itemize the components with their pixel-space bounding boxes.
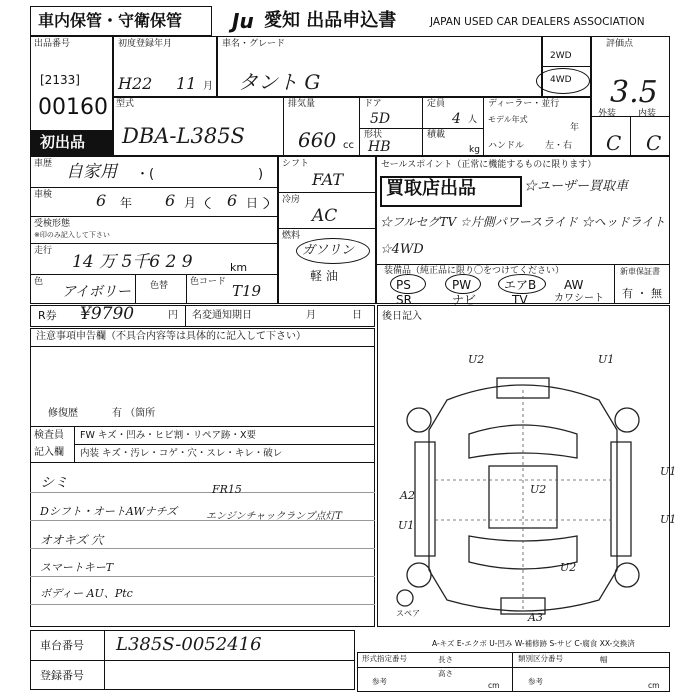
- load-label: 積載: [427, 130, 446, 140]
- spec-right-row1: 類別区分番号: [518, 654, 563, 663]
- damage-mark-2: U1: [598, 353, 615, 366]
- remark-5: ボディー AU、Ptc: [40, 587, 133, 600]
- recycle-unit: 円: [168, 310, 178, 321]
- damage-mark-8: U2: [530, 483, 547, 496]
- plate-label: 登録番号: [40, 669, 84, 682]
- dealer-label: ディーラー・並行: [488, 99, 560, 109]
- inspection-month: 6: [165, 191, 176, 210]
- hood: [497, 378, 549, 398]
- door-value: 5D: [370, 111, 391, 127]
- damage-mark-5: A2: [400, 489, 415, 502]
- inspector-row1: FW キズ・凹み・ヒビ割・リペア跡・X要: [80, 430, 257, 441]
- form-title: 愛知 出品申込書: [264, 10, 397, 31]
- inspector-row2: 内装 キズ・汚レ・コゲ・穴・スレ・キレ・破レ: [80, 448, 283, 459]
- damage-legend: A-キズ E-エクボ U-凹み W-補修跡 S-サビ C-腐食 XX-交換済: [432, 639, 635, 648]
- remark-1: シミ: [40, 475, 68, 491]
- spec-unit-1: cm: [488, 681, 500, 690]
- wheel-front-left: [407, 408, 431, 432]
- notice-date-label: 名変通知期日: [192, 310, 252, 321]
- car-name: タント G: [238, 70, 321, 94]
- exterior-label: 外装: [598, 109, 617, 119]
- equipment-sr: SR: [396, 293, 412, 307]
- model-year-unit: 年: [570, 123, 580, 133]
- lot-number: 00160: [38, 95, 108, 120]
- capacity-value: 4: [452, 111, 461, 127]
- displacement-label: 排気量: [288, 99, 316, 109]
- spec-left-row1: 形式指定番号: [362, 654, 407, 663]
- fuel-label: 燃料: [282, 231, 301, 241]
- handle-label: ハンドル: [488, 141, 525, 151]
- spare-tire: [397, 590, 413, 606]
- model-label: 型式: [116, 99, 135, 109]
- evaluation-score: 3.5: [610, 75, 658, 110]
- remark-3: オオキズ 穴: [40, 533, 104, 547]
- right-side: [611, 442, 631, 556]
- registration-label: 初度登録年月: [118, 39, 173, 49]
- spare-label: スペア: [396, 609, 420, 618]
- inspection-day: 6: [227, 191, 238, 210]
- remark-4: スマートキーT: [40, 561, 114, 574]
- inspector-label: 検査員: [34, 430, 64, 441]
- category-value: 自家用: [66, 162, 117, 182]
- first-listing-label: 初出品: [40, 133, 86, 151]
- warranty-options: 有 ・ 無: [622, 287, 662, 300]
- equipment-leather-seat: カワシート: [554, 293, 604, 304]
- recycle-value: ¥9790: [80, 304, 135, 324]
- category-close: ): [258, 167, 264, 182]
- color-code: T19: [232, 282, 262, 300]
- spec-unit-2: cm: [648, 681, 660, 690]
- color-label: 色: [34, 277, 44, 287]
- remark-right-2: エンジンチャックランプ点灯T: [206, 511, 342, 522]
- exterior-grade: C: [606, 131, 622, 155]
- repair-history-label: 修復歴: [48, 408, 78, 419]
- damage-mark-9: U2: [560, 561, 577, 574]
- fuel-diesel: 軽 油: [310, 269, 338, 283]
- drive-4wd-circle: [536, 68, 590, 94]
- remark-2: Dシフト・オートAWナチズ: [40, 505, 178, 518]
- mileage-unit: km: [230, 261, 248, 274]
- interior-grade: C: [646, 131, 662, 155]
- remark-right-1: FR15: [212, 483, 242, 496]
- displacement-unit: cc: [343, 140, 354, 151]
- car-name-label: 車名・グレード: [222, 39, 286, 49]
- damage-mark-6: U1: [398, 519, 415, 532]
- purchase-stamp: 買取店出品: [386, 178, 476, 199]
- fuel-circle: [296, 238, 370, 264]
- notes-block: [30, 328, 375, 627]
- spec-height: 高さ: [438, 669, 453, 678]
- sales-point-label: セールスポイント（正常に機能するものに限ります）: [381, 160, 597, 170]
- chassis-label: 車台番号: [40, 639, 84, 652]
- color-code-label: 色コード: [190, 277, 227, 287]
- door-label: ドア: [364, 99, 382, 109]
- evaluation-label: 評価点: [606, 39, 634, 49]
- damage-mark-4: U1: [660, 513, 677, 526]
- equipment-aw: AW: [564, 278, 584, 292]
- ps-circle: [390, 274, 426, 294]
- shift-value: FAT: [312, 170, 344, 189]
- equipment-label: 装備品（純正品に限り〇をつけてください）: [384, 266, 565, 276]
- interior-label: 内装: [638, 109, 657, 119]
- load-unit: kg: [469, 145, 480, 155]
- pw-circle: [445, 274, 481, 294]
- reception-note: ※印のみ記入して下さい: [34, 231, 110, 239]
- mileage-label: 走行: [34, 246, 53, 256]
- inspection-month-unit: 月: [184, 196, 197, 210]
- equipment-navi: ナビ: [452, 293, 477, 307]
- damage-mark-1: U2: [468, 353, 485, 366]
- storage-label: 車内保管・守衛保管: [38, 11, 183, 30]
- spec-length: 長さ: [438, 655, 453, 664]
- recycle-label: R券: [38, 309, 57, 322]
- drive-2wd: 2WD: [550, 51, 572, 61]
- ac-value: AC: [312, 206, 338, 226]
- notice-month-unit: 月: [306, 310, 316, 321]
- ju-logo: Ju: [232, 9, 254, 33]
- fuel-value: ガソリン: [302, 243, 355, 258]
- lot-number-label: 出品番号: [34, 39, 71, 49]
- inspection-day-unit: 日: [246, 196, 259, 210]
- inspection-year-unit: 年: [120, 196, 133, 210]
- sales-point-line1: ☆ユーザー買取車: [524, 179, 629, 194]
- repair-history-options: 有 （箇所: [112, 408, 156, 419]
- inspection-label: 車検: [34, 190, 53, 200]
- wheel-rear-left: [407, 563, 431, 587]
- chassis-number: L385S-0052416: [116, 634, 262, 655]
- model-year-label: モデル年式: [488, 115, 528, 124]
- capacity-unit: 人: [468, 115, 478, 125]
- category-suffix: ・(: [136, 167, 155, 182]
- front-windshield: [469, 425, 577, 458]
- spec-width: 幅: [600, 655, 608, 664]
- displacement-value: 660: [298, 128, 337, 152]
- warranty-label: 新車保証書: [620, 267, 660, 276]
- inspector-label2: 記入欄: [34, 447, 64, 458]
- damage-mark-3: U1: [660, 465, 677, 478]
- registration-era: H22: [118, 74, 153, 93]
- spec-left-row2: 参考: [372, 677, 387, 686]
- model-code: DBA-L385S: [122, 124, 245, 148]
- handle-options: 左・右: [545, 141, 573, 151]
- category-label: 車歴: [34, 159, 53, 169]
- reception-label: 受検形態: [34, 219, 71, 229]
- notes-label: 注意事項申告欄（不具合内容等は具体的に記入して下さい）: [36, 331, 306, 342]
- color-change-label: 色替: [150, 281, 169, 291]
- equipment-tv: TV: [512, 293, 528, 307]
- shape-value: HB: [368, 139, 391, 155]
- equipment-ps: PS: [396, 278, 411, 292]
- wheel-front-right: [615, 408, 639, 432]
- inspection-year: 6: [96, 191, 107, 210]
- airbag-circle: [498, 274, 546, 294]
- left-side: [415, 442, 435, 556]
- lot-bracket-number: [2133]: [40, 73, 80, 87]
- shape-label: 形状: [364, 130, 383, 140]
- equipment-pw: PW: [452, 278, 472, 292]
- car-damage-diagram: [377, 330, 670, 630]
- inspection-day-paren: [205, 192, 269, 214]
- equipment-airbag: エアB: [504, 278, 537, 292]
- form-subtitle: JAPAN USED CAR DEALERS ASSOCIATION: [430, 16, 645, 28]
- notice-day-unit: 日: [352, 310, 362, 321]
- mileage-value: 14 万 5千6 2 9: [72, 252, 193, 272]
- diagram-label: 後日記入: [382, 311, 422, 322]
- capacity-label: 定員: [427, 99, 446, 109]
- color-value: アイボリー: [62, 284, 131, 300]
- registration-month: 11: [176, 74, 197, 93]
- sales-point-line2: ☆フルセグTV ☆片側パワースライド ☆ヘッドライト: [380, 215, 666, 229]
- wheel-rear-right: [615, 563, 639, 587]
- registration-month-unit: 月: [203, 81, 213, 92]
- drive-4wd: 4WD: [550, 75, 572, 85]
- damage-mark-7: A3: [528, 611, 543, 624]
- shift-label: シフト: [282, 159, 310, 169]
- spec-right-row2: 参考: [528, 677, 543, 686]
- ac-label: 冷房: [282, 195, 301, 205]
- sales-point-line3: ☆4WD: [380, 242, 424, 257]
